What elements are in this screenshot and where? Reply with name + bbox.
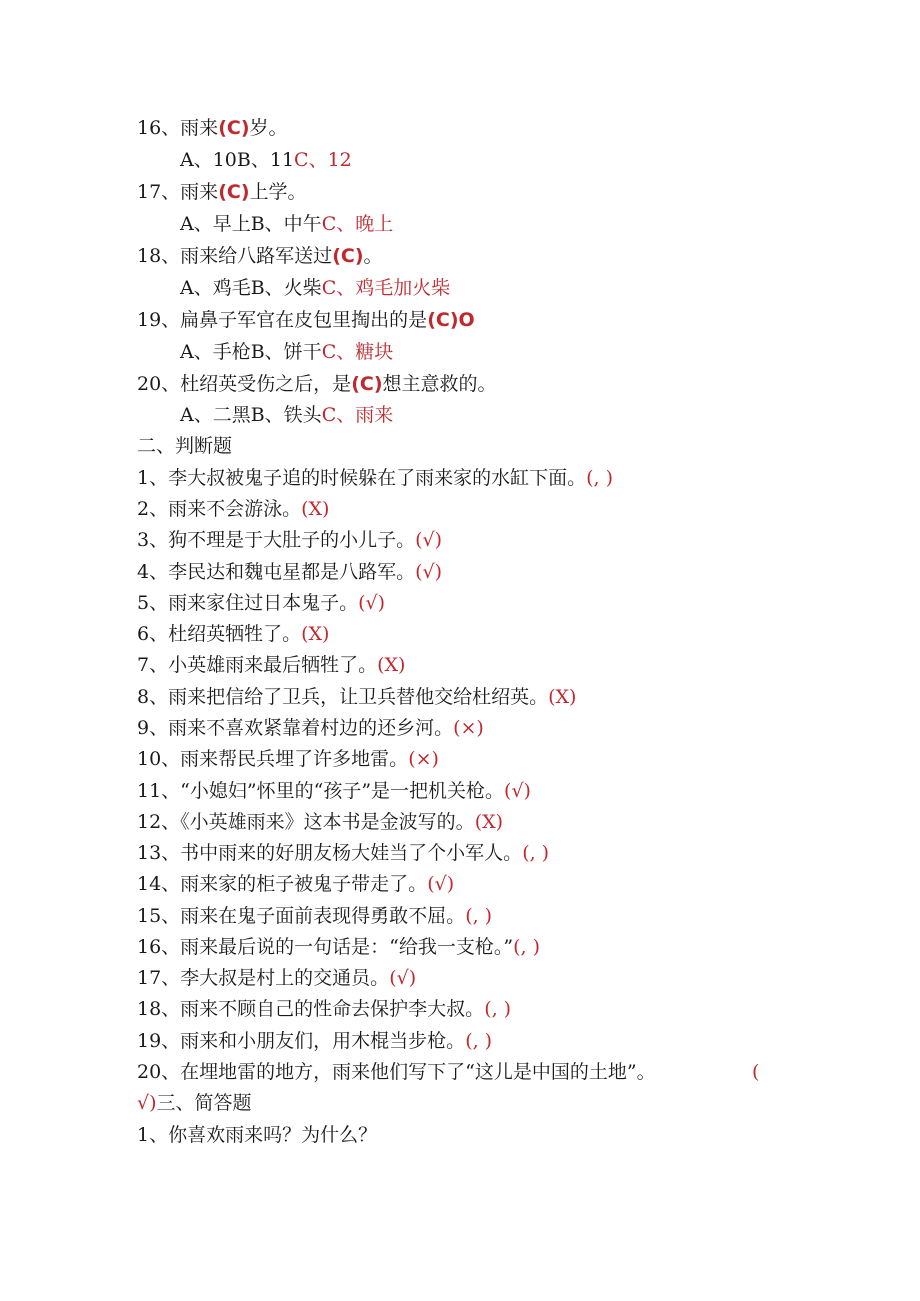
tf-item-3 — [0, 528, 920, 552]
option-text: A、手枪B、饼干 — [180, 341, 322, 363]
tf-text: 6、杜绍英牺牲了。 — [137, 623, 302, 645]
tf-text: 16、雨来最后说的一句话是：“给我一支枪。” — [137, 936, 514, 958]
sa-item-1: 1、你喜欢雨来吗？为什么？ — [137, 1124, 378, 1146]
tf-text: 19、雨来和小朋友们，用木棍当步枪。 — [137, 1030, 466, 1052]
tf-answer: (√) — [415, 529, 443, 551]
tf-item-2 — [0, 497, 920, 521]
question-text: 16、雨来 — [137, 117, 219, 139]
tf-item-20 — [0, 1060, 920, 1084]
tf-answer: (, ) — [465, 1030, 493, 1052]
tf-text: 11、“小媳妇”怀里的“孩子”是一把机关枪。 — [137, 780, 505, 802]
tf-item-10 — [0, 747, 920, 771]
tf-item-20-cont — [0, 1091, 920, 1115]
tf-answer: (X) — [301, 623, 330, 645]
option-text: A、二黑B、铁头 — [180, 404, 322, 426]
mc-question-16 — [0, 116, 920, 140]
tf-text: 13、书中雨来的好朋友杨大娃当了个小军人。 — [137, 842, 523, 864]
mc-question-18 — [0, 244, 920, 268]
question-text: 上学。 — [249, 181, 307, 203]
tf-answer: √) — [137, 1092, 157, 1114]
tf-answer: (X) — [301, 498, 330, 520]
tf-text: 18、雨来不顾自己的性命去保护李大叔。 — [137, 998, 485, 1020]
tf-text: 3、狗不理是于大肚子的小儿子。 — [137, 529, 416, 551]
tf-item-9 — [0, 716, 920, 740]
option-text: A、早上B、中午 — [180, 213, 322, 235]
option-text: A、鸡毛B、火柴 — [180, 277, 322, 299]
correct-option: C、鸡毛加火柴 — [321, 277, 451, 299]
tf-item-16 — [0, 935, 920, 959]
mc-question-17 — [0, 180, 920, 204]
tf-text: 20、在埋地雷的地方，雨来他们写下了“这儿是中国的土地”。 — [137, 1061, 656, 1083]
tf-text: 12、《小英雄雨来》这本书是金波写的。 — [137, 811, 475, 833]
tf-item-17 — [0, 966, 920, 990]
question-text: 。 — [363, 245, 383, 267]
mc-question-20 — [0, 372, 920, 396]
mc-options-17 — [0, 212, 920, 236]
tf-answer: (, ) — [484, 998, 512, 1020]
tf-answer: (X) — [548, 686, 577, 708]
tf-text: 5、雨来家住过日本鬼子。 — [137, 592, 359, 614]
tf-text: 10、雨来帮民兵埋了许多地雷。 — [137, 748, 409, 770]
answer-mark: (C) — [351, 373, 383, 395]
question-text: 17、雨来 — [137, 181, 219, 203]
tf-text: 15、雨来在鬼子面前表现得勇敢不屈。 — [137, 905, 466, 927]
tf-answer: (√) — [415, 561, 443, 583]
tf-text: 8、雨来把信给了卫兵，让卫兵替他交给杜绍英。 — [137, 686, 549, 708]
tf-answer: (×) — [453, 717, 484, 739]
mc-options-18 — [0, 276, 920, 300]
question-text: 18、雨来给八路军送过 — [137, 245, 333, 267]
tf-item-18 — [0, 997, 920, 1021]
correct-option: C、雨来 — [321, 404, 394, 426]
tf-answer: (, ) — [513, 936, 541, 958]
answer-mark: (C) — [218, 181, 250, 203]
tf-text: 1、李大叔被鬼子追的时候躲在了雨来家的水缸下面。 — [137, 467, 587, 489]
tf-answer: (, ) — [522, 842, 550, 864]
correct-option: C、糖块 — [321, 341, 394, 363]
tf-item-12 — [0, 810, 920, 834]
mc-options-16 — [0, 148, 920, 172]
tf-item-8 — [0, 685, 920, 709]
question-text: 20、杜绍英受伤之后，是 — [137, 373, 352, 395]
tf-item-7 — [0, 653, 920, 677]
tf-text: 9、雨来不喜欢紧靠着村边的还乡河。 — [137, 717, 454, 739]
answer-mark: (C) — [218, 117, 250, 139]
tf-item-5 — [0, 591, 920, 615]
tf-text: 14、雨来家的柜子被鬼子带走了。 — [137, 873, 428, 895]
tf-answer-open: ( — [752, 1061, 760, 1083]
mc-question-19 — [0, 308, 920, 332]
section-title-judgement: 二、判断题 — [137, 435, 233, 457]
tf-item-6 — [0, 622, 920, 646]
tf-answer: (√) — [358, 592, 386, 614]
correct-option: C、晚上 — [321, 213, 394, 235]
tf-item-14 — [0, 872, 920, 896]
tf-item-13 — [0, 841, 920, 865]
tf-answer: (√) — [427, 873, 455, 895]
option-text: A、10B、11 — [180, 149, 295, 171]
tf-text: 17、李大叔是村上的交通员。 — [137, 967, 390, 989]
mc-options-20 — [0, 403, 920, 427]
tf-item-19 — [0, 1029, 920, 1053]
tf-answer: (, ) — [465, 905, 493, 927]
tf-text: 4、李民达和魏屯星都是八路军。 — [137, 561, 416, 583]
tf-text: 7、小英雄雨来最后牺牲了。 — [137, 654, 378, 676]
correct-option: C、12 — [294, 149, 352, 171]
question-text: 想主意救的。 — [382, 373, 497, 395]
tf-answer: (×) — [408, 748, 439, 770]
answer-mark: (C) — [332, 245, 364, 267]
question-text: 岁。 — [249, 117, 288, 139]
tf-item-11 — [0, 779, 920, 803]
tf-item-15 — [0, 904, 920, 928]
tf-text: 2、雨来不会游泳。 — [137, 498, 302, 520]
tf-answer: (, ) — [586, 467, 613, 489]
question-text: 19、扁鼻子军官在皮包里掏出的是 — [137, 309, 428, 331]
mc-options-19 — [0, 340, 920, 364]
answer-mark: (C)O — [427, 309, 475, 331]
section-title-short-answer: 三、简答题 — [156, 1092, 252, 1114]
tf-answer: (√) — [389, 967, 417, 989]
tf-answer: (√) — [504, 780, 531, 802]
tf-item-1 — [0, 466, 920, 490]
tf-answer: (X) — [474, 811, 504, 833]
tf-answer: (X) — [377, 654, 406, 676]
tf-item-4 — [0, 560, 920, 584]
